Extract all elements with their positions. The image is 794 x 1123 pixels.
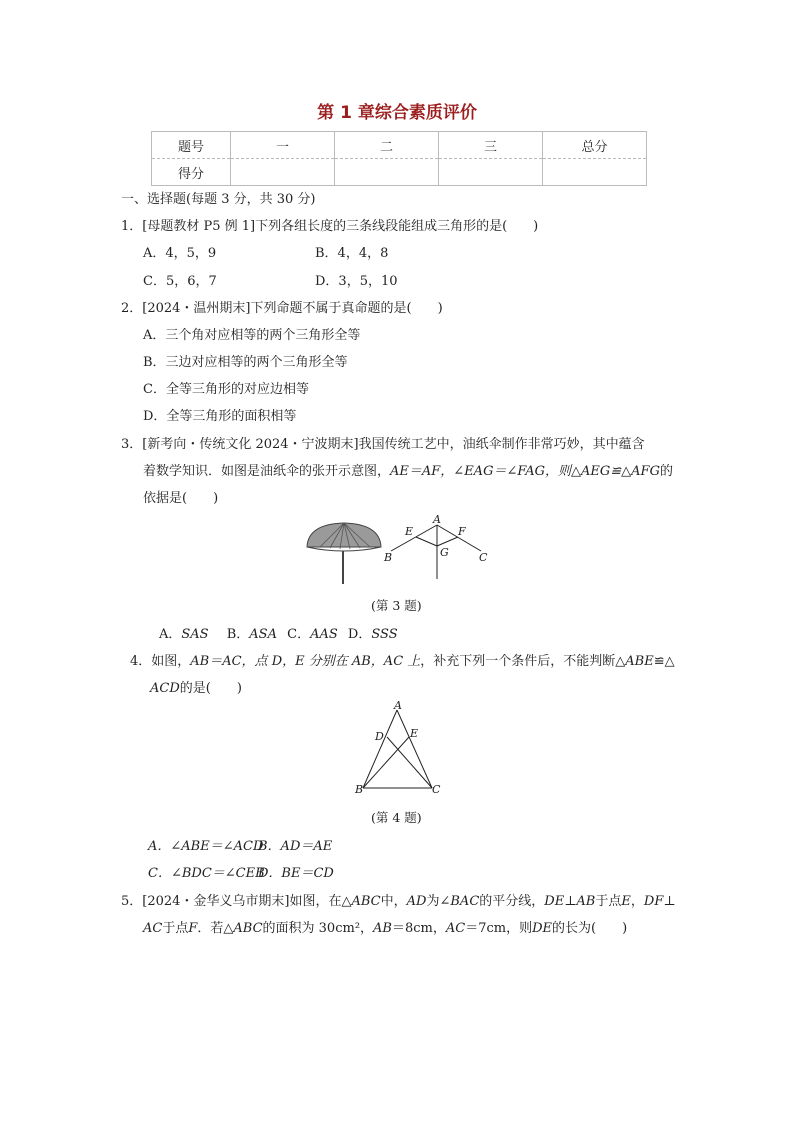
- point-label-a: A: [394, 700, 402, 712]
- score-row-label: 得分: [152, 159, 231, 186]
- question-4-end: 的是( ): [179, 681, 242, 696]
- section-heading: 一、选择题(每题 3 分，共 30 分): [121, 192, 316, 207]
- score-header-cell: 三: [439, 132, 543, 159]
- question-5-line-1: [121, 890, 676, 909]
- question-5-ab: AB: [373, 921, 392, 936]
- question-5-text: 的平分线，: [479, 894, 545, 909]
- question-5-de: DE: [532, 921, 553, 936]
- point-label-d: D: [375, 730, 384, 743]
- question-3-option-b-letter: B．: [226, 627, 250, 642]
- score-header-cell: 题号: [152, 132, 231, 159]
- score-cell[interactable]: [231, 159, 335, 186]
- question-4-congruent: ≌△: [653, 654, 675, 669]
- umbrella-illustration: [307, 523, 381, 584]
- score-header-cell: 总分: [543, 132, 647, 159]
- question-4-triangle-abe: ABE: [625, 654, 654, 669]
- question-4-option-c: C．∠BDC＝∠CEB: [148, 866, 265, 881]
- page-title: 第 1 章综合素质评价: [317, 103, 477, 123]
- question-5-f: F: [188, 921, 198, 936]
- question-5-bac: BAC: [450, 894, 480, 909]
- point-label-c: C: [479, 551, 488, 564]
- question-3-line-2: [143, 460, 673, 479]
- question-5-line-2: [143, 917, 627, 936]
- score-cell[interactable]: [335, 159, 439, 186]
- question-5-text: 中，: [380, 894, 407, 909]
- question-3-option-c-letter: C．: [287, 627, 311, 642]
- point-label-g: G: [440, 546, 449, 559]
- score-cell[interactable]: [439, 159, 543, 186]
- question-5-area: 的面积为 30cm²，: [262, 921, 374, 936]
- question-4-line-1: [130, 650, 675, 669]
- score-header-cell: 一: [231, 132, 335, 159]
- question-5-e: E: [621, 894, 631, 909]
- question-4-option-b: B．AD＝AE: [258, 839, 333, 854]
- question-4-text: ，补充下列一个条件后，不能判断△: [420, 654, 626, 669]
- score-cell[interactable]: [543, 159, 647, 186]
- question-5-de-perp-ab: DE⊥AB: [544, 894, 596, 909]
- question-1-option-c: C．5，6，7: [143, 274, 217, 289]
- question-3-option-c: AAS: [310, 627, 338, 642]
- question-3-line-1: 3．[新考向・传统文化 2024・宁波期末]我国传统工艺中，油纸伞制作非常巧妙，其中蕴含: [121, 437, 645, 452]
- score-table-header-row: [152, 132, 647, 159]
- question-4-given: AB＝AC，点 D，E 分别在 AB，AC 上: [190, 654, 421, 669]
- figure-4-caption: (第 4 题): [371, 810, 422, 825]
- question-3-option-a-letter: A．: [159, 627, 182, 642]
- question-2-option-d: D．全等三角形的面积相等: [143, 409, 297, 424]
- question-2-option-a: A．三个角对应相等的两个三角形全等: [143, 328, 361, 343]
- question-3-option-d: SSS: [371, 627, 398, 642]
- point-label-e: E: [405, 525, 414, 538]
- question-1-option-b: B．4，4，8: [315, 246, 389, 261]
- question-1-option-a: A．4，5，9: [143, 246, 217, 261]
- question-1-option-d: D．3，5，10: [315, 274, 398, 289]
- question-3-line-2-text: 着数学知识．如图是油纸伞的张开示意图，: [143, 464, 391, 479]
- question-4-intro: 4．如图，: [130, 654, 191, 669]
- question-4-option-a: A．∠ABE＝∠ACD: [148, 839, 264, 854]
- question-5-end: 的长为( ): [552, 921, 628, 936]
- point-label-e: E: [410, 727, 419, 740]
- figure-3-caption: (第 3 题): [371, 598, 422, 613]
- question-4-option-d: D．BE＝CD: [258, 866, 334, 881]
- question-5-text: ．若△: [197, 921, 234, 936]
- question-1-stem: 1．[母题教材 P5 例 1]下列各组长度的三条线段能组成三角形的是( ): [121, 219, 539, 234]
- question-5-df: DF: [643, 894, 664, 909]
- point-label-f: F: [458, 525, 466, 538]
- question-2-option-c: C．全等三角形的对应边相等: [143, 382, 309, 397]
- question-5-source: 5．[2024・金华义乌市期末]如图，在△: [121, 894, 352, 909]
- question-4-line-2: [150, 677, 242, 696]
- question-4-triangle-acd: ACD: [150, 681, 180, 696]
- point-label-a: A: [433, 515, 441, 526]
- question-5-ad: AD: [406, 894, 427, 909]
- question-3-option-d-letter: D．: [347, 627, 372, 642]
- question-4-figure: [350, 700, 450, 800]
- umbrella-diagram: [383, 515, 488, 579]
- question-2-option-b: B．三边对应相等的两个三角形全等: [143, 355, 348, 370]
- question-5-text: 为∠: [426, 894, 451, 909]
- point-label-c: C: [432, 783, 441, 796]
- question-5-ac: AC: [143, 921, 163, 936]
- question-5-ac: AC: [445, 921, 466, 936]
- question-3-option-b: ASA: [249, 627, 277, 642]
- question-5-text: 于点: [595, 894, 622, 909]
- question-3-line-3: 依据是( ): [143, 491, 219, 506]
- question-5-ab-length: ＝8cm，: [391, 921, 446, 936]
- question-3-line-2-end: 的: [659, 464, 673, 479]
- question-3-option-a: SAS: [181, 627, 209, 642]
- question-3-condition: AE＝AF，∠EAG＝∠FAG，则△AEG≌△AFG: [390, 464, 660, 479]
- question-5-text: 于点: [162, 921, 189, 936]
- score-table: [151, 131, 647, 186]
- question-5-abc: ABC: [351, 894, 381, 909]
- question-5-text: ，: [630, 894, 644, 909]
- point-label-b: B: [384, 551, 393, 564]
- point-label-b: B: [355, 783, 364, 796]
- question-5-perp: ⊥: [663, 894, 676, 909]
- question-2-stem: 2．[2024・温州期末]下列命题不属于真命题的是( ): [121, 301, 443, 316]
- question-5-abc: ABC: [233, 921, 263, 936]
- question-5-ac-length: ＝7cm，则: [465, 921, 533, 936]
- question-3-options: [159, 623, 398, 642]
- score-table-score-row: [152, 159, 647, 186]
- question-3-figure: [300, 515, 500, 590]
- score-header-cell: 二: [335, 132, 439, 159]
